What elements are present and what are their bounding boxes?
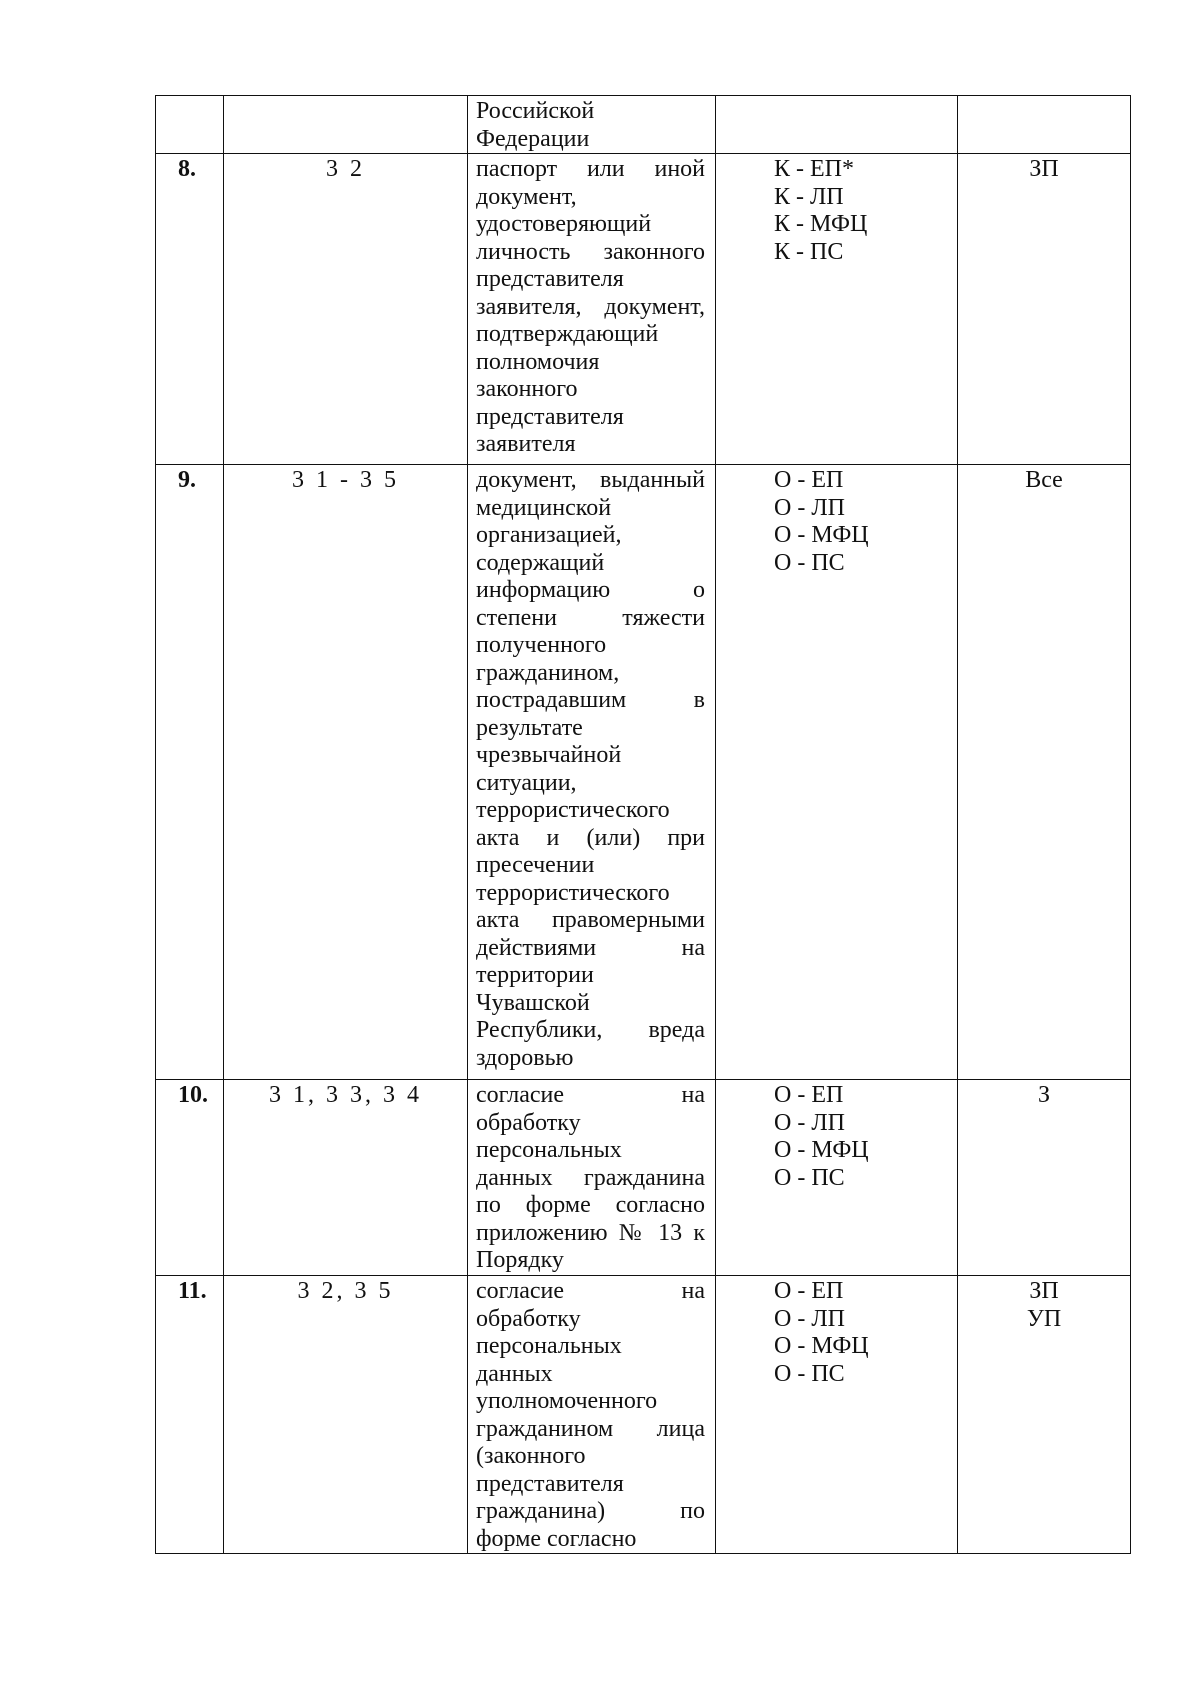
document-description-line: персональных [476, 1333, 622, 1359]
submission-methods [716, 465, 958, 1080]
documents-table [155, 95, 1131, 1554]
document-description-line: территории [476, 962, 594, 988]
row-number: 10. [156, 1080, 224, 1276]
applicant-category: ЗП [1029, 1278, 1059, 1304]
submission-method: О - ПС [774, 1164, 845, 1191]
submission-methods [716, 1080, 958, 1276]
document-description-line: гражданина) по [476, 1498, 705, 1524]
table-row [156, 465, 1131, 1080]
document-description-line: представителя [476, 403, 624, 430]
submission-method: О - МФЦ [774, 1333, 869, 1359]
applicant-categories [958, 96, 1131, 154]
document-description-line: акта и (или) при [476, 824, 705, 851]
submission-method: О - ЛП [774, 1109, 845, 1136]
document-description-line: персональных [476, 1137, 622, 1163]
submission-method: О - ЕП [774, 1278, 844, 1304]
submission-method: К - ЛП [774, 183, 844, 210]
document-description-line: Федерации [476, 125, 590, 152]
table-row [156, 96, 1131, 154]
row-number: 8. [156, 154, 224, 465]
document-description-line: гражданином, [476, 659, 620, 686]
submission-method: К - ПС [774, 238, 844, 265]
applicant-categories [958, 1276, 1131, 1554]
row-code [224, 96, 468, 154]
submission-methods [716, 1276, 958, 1554]
row-number [156, 96, 224, 154]
document-description-line: обработку [476, 1305, 581, 1332]
document-description-line: документ, [476, 183, 577, 210]
document-description-line: представителя [476, 266, 624, 292]
document-description-line: террористического [476, 879, 670, 906]
applicant-categories [958, 465, 1131, 1080]
document-description-line: личность законного [476, 238, 705, 265]
document-description [468, 1276, 716, 1554]
applicant-category: Все [1025, 467, 1063, 493]
document-description-line: данных [476, 1360, 553, 1387]
submission-methods [716, 154, 958, 465]
table-row [156, 154, 1131, 465]
submission-method: О - МФЦ [774, 522, 869, 548]
document-description-line: приложению № 13 к [476, 1219, 705, 1246]
document-description-line: ситуации, [476, 769, 577, 796]
document-description-line: пресечении [476, 852, 595, 878]
document-description-line: подтверждающий [476, 321, 659, 347]
submission-method: О - МФЦ [774, 1137, 869, 1163]
submission-method: О - ЛП [774, 1305, 845, 1332]
document-description-line: террористического [476, 797, 670, 823]
submission-method: О - ПС [774, 549, 845, 576]
document-description-line: по форме согласно [476, 1192, 705, 1218]
document-description-line: организацией, [476, 522, 622, 548]
row-number: 9. [156, 465, 224, 1080]
row-code: 3 1, 3 3, 3 4 [224, 1080, 468, 1276]
row-code: 3 2 [224, 154, 468, 465]
row-code: 3 1 - 3 5 [224, 465, 468, 1080]
document-description-line: заявителя [476, 431, 576, 457]
submission-method: К - ЕП* [774, 156, 854, 182]
document-description-line: заявителя, документ, [476, 293, 705, 320]
document-description-line: обработку [476, 1109, 581, 1136]
document-description-line: паспорт или иной [476, 156, 705, 182]
document-description-line: результате [476, 714, 583, 741]
document-description-line: акта правомерными [476, 907, 705, 933]
document-description-line: Порядку [476, 1247, 564, 1273]
submission-method: О - ЕП [774, 1082, 844, 1108]
document-description-line: форме согласно [476, 1525, 637, 1552]
document-description-line: гражданином лица [476, 1415, 705, 1442]
table-row [156, 1080, 1131, 1276]
document-description-line: полномочия [476, 348, 600, 375]
document-description-line: действиями на [476, 934, 705, 961]
document-description [468, 1080, 716, 1276]
document-description-line: здоровью [476, 1044, 574, 1071]
document-description-line: содержащий [476, 549, 605, 576]
submission-methods [716, 96, 958, 154]
applicant-category: ЗП [1029, 156, 1059, 182]
document-description [468, 154, 716, 465]
document-description-line: документ, выданный [476, 467, 705, 493]
applicant-category: З [1037, 1082, 1051, 1108]
applicant-categories [958, 1080, 1131, 1276]
document-description-line: Российской [476, 98, 595, 124]
document-description [468, 465, 716, 1080]
submission-method: О - ПС [774, 1360, 845, 1387]
document-description-line: законного [476, 376, 578, 402]
document-description-line: удостоверяющий [476, 211, 652, 237]
submission-method: О - ЛП [774, 494, 845, 521]
document-description-line: чрезвычайной [476, 742, 622, 768]
documents-table-body [156, 96, 1131, 1554]
document-description-line: (законного [476, 1443, 586, 1469]
submission-method: О - ЕП [774, 467, 844, 493]
applicant-category: УП [1026, 1305, 1062, 1332]
document-description-line: данных гражданина [476, 1164, 705, 1191]
document-description-line: согласие на [476, 1278, 705, 1304]
document-description-line: Республики, вреда [476, 1017, 705, 1043]
document-description-line: информацию о [476, 577, 705, 603]
document-description [468, 96, 716, 154]
document-description-line: представителя [476, 1470, 624, 1497]
table-row [156, 1276, 1131, 1554]
row-code: 3 2, 3 5 [224, 1276, 468, 1554]
applicant-categories [958, 154, 1131, 465]
submission-method: К - МФЦ [774, 211, 868, 237]
document-description-line: пострадавшим в [476, 687, 705, 713]
document-description-line: уполномоченного [476, 1388, 658, 1414]
row-number: 11. [156, 1276, 224, 1554]
document-description-line: согласие на [476, 1082, 705, 1108]
document-description-line: Чувашской [476, 989, 590, 1016]
document-description-line: медицинской [476, 494, 612, 521]
document-description-line: полученного [476, 632, 607, 658]
document-description-line: степени тяжести [476, 604, 705, 631]
